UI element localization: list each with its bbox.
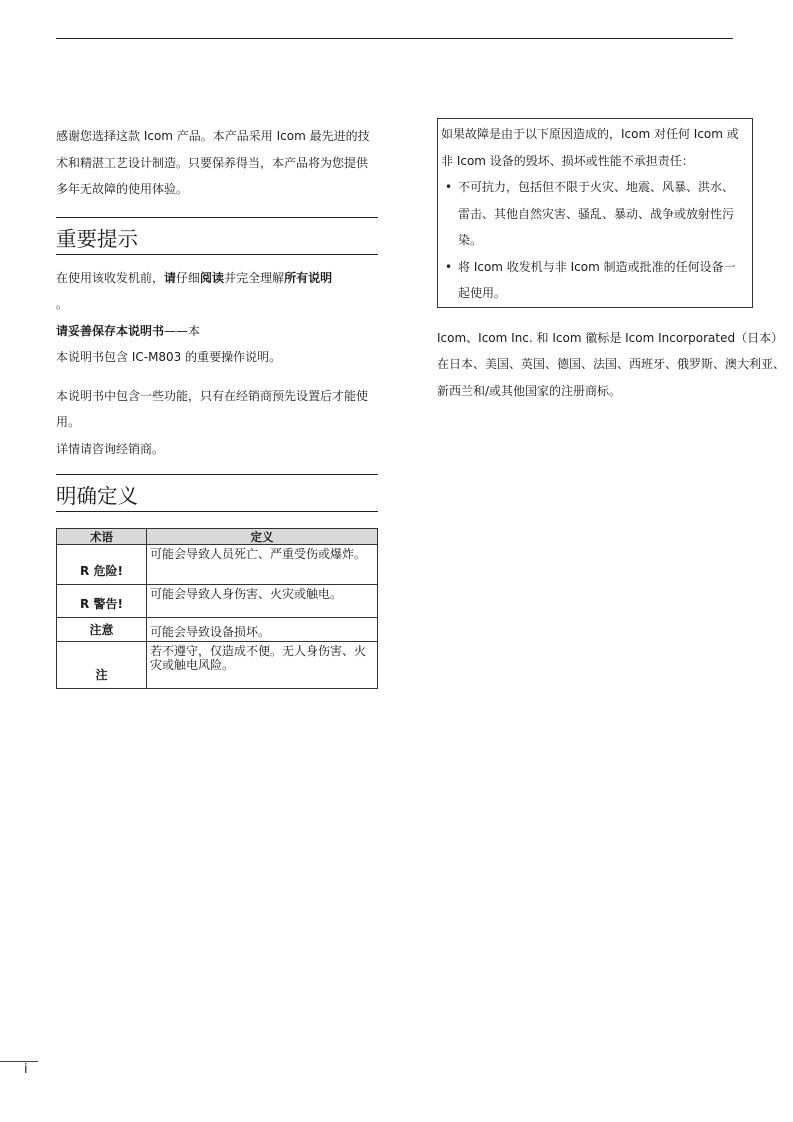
- notice-intro: 如果故障是由于以下原因造成的，Icom 对任何 Icom 或非 Icom 设备的毁坏、损坏或性能不承担责任：: [441, 127, 739, 168]
- top-rule: [56, 38, 733, 39]
- page-number: i: [24, 1062, 28, 1077]
- definition-cell: 可能会导致人身伤害、火灾或触电。: [147, 585, 378, 618]
- dealer-features-paragraph: 本说明书中包含一些功能，只有在经销商预先设置后才能使用。: [56, 388, 369, 429]
- table-row: [57, 642, 378, 689]
- liability-notice-box: [437, 118, 753, 308]
- manual-contains-line: 本说明书包含 IC-M803 的重要操作说明。: [56, 350, 282, 364]
- term-cell: R 警告!: [57, 585, 147, 618]
- table-header-definition: 定义: [147, 529, 378, 545]
- definitions-heading-block: [56, 474, 378, 512]
- term-cell: R 危险!: [57, 545, 147, 585]
- bullet-icon: •: [445, 180, 453, 194]
- definition-cell: 可能会导致人员死亡、严重受伤或爆炸。: [147, 545, 378, 585]
- list-item: • 不可抗力，包括但不限于火灾、地震、风暴、洪水、雷击、其他自然灾害、骚乱、暴动、战争或放射性污染。: [441, 174, 742, 254]
- right-column: [437, 118, 787, 416]
- important-heading-block: [56, 217, 378, 255]
- definition-cell: 若不遵守，仅造成不便。无人身伤害、火灾或触电风险。: [147, 642, 378, 689]
- list-item: • 将 Icom 收发机与非 Icom 制造或批准的任何设备一起使用。: [441, 254, 742, 307]
- keep-manual-line: 请妥善保存本说明书——本: [56, 323, 201, 338]
- table-row: [57, 585, 378, 618]
- definitions-table: [56, 528, 378, 689]
- definitions-heading: 明确定义: [56, 484, 138, 508]
- bullet-icon: •: [445, 259, 453, 274]
- term-cell: 注意: [57, 618, 147, 642]
- read-instructions-paragraph: 在使用该收发机前，请仔细阅读并完全理解所有说明 。: [56, 270, 333, 311]
- left-column: [56, 123, 378, 689]
- dealer-ask-line: 详情请咨询经销商。: [56, 441, 165, 456]
- definition-cell: 可能会导致设备损坏。: [147, 618, 378, 642]
- term-cell: 注: [57, 642, 147, 689]
- intro-paragraph: 感谢您选择这款 Icom 产品。本产品采用 Icom 最先进的技术和精湛工艺设计制造。只要保养得当，本产品将为您提供多年无故障的使用体验。: [56, 129, 370, 196]
- table-row: [57, 618, 378, 642]
- important-heading: 重要提示: [56, 226, 138, 251]
- notice-bullet-list: [441, 174, 742, 307]
- table-header-term: 术语: [57, 529, 147, 545]
- page-number-rule: [0, 1061, 38, 1062]
- trademark-paragraph: Icom、Icom Inc. 和 Icom 徽标是 Icom Incorporated（日本）在日本、美国、英国、德国、法国、西班牙、俄罗斯、澳大利亚、新西兰和/或其他国家的注册商标。: [437, 330, 786, 398]
- table-row: [57, 545, 378, 585]
